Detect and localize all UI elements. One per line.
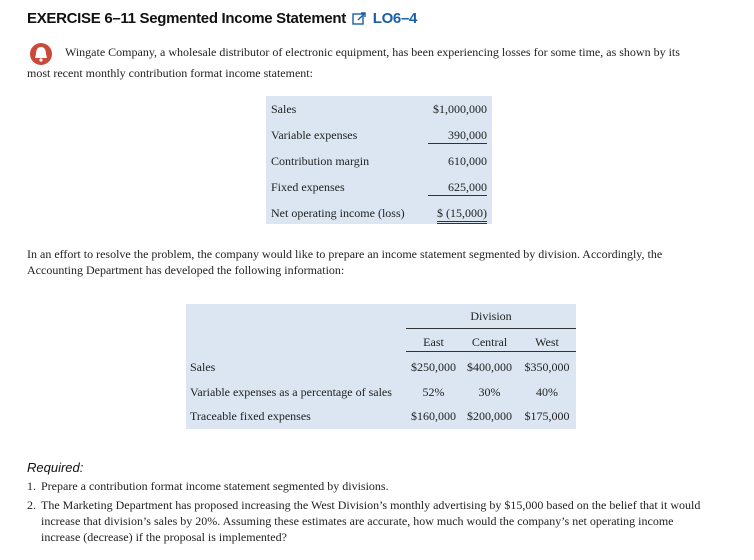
row-label: Variable expenses as a percentage of sales: [190, 385, 392, 399]
statement-amount: $1,000,000: [433, 102, 487, 116]
statement-amount: $ (15,000): [437, 206, 487, 224]
cell-east: $160,000: [411, 409, 456, 423]
cell-central: 30%: [478, 385, 501, 399]
table-row: [190, 358, 576, 376]
info-line-1: In an effort to resolve the problem, the company would like to prepare an income statement segmented by division. Accordingly, the: [27, 247, 663, 261]
row-label: Traceable fixed expenses: [190, 409, 311, 423]
learning-objective-link[interactable]: LO6–4: [372, 10, 418, 27]
item-number: 2.: [27, 498, 36, 512]
alert-icon: [27, 42, 55, 73]
division-header: Division: [406, 306, 576, 329]
statement-row: [271, 128, 487, 144]
required-item: [27, 497, 737, 545]
statement-amount: 625,000: [428, 180, 487, 196]
required-heading: Required:: [27, 460, 84, 475]
row-label: Sales: [190, 360, 216, 374]
column-header-east: East: [423, 335, 444, 349]
table-row: [190, 383, 576, 401]
required-list: [27, 478, 737, 545]
statement-row: [271, 206, 487, 222]
cell-east: 52%: [422, 385, 445, 399]
item-number: 1.: [27, 479, 36, 493]
intro-paragraph: [27, 42, 727, 84]
info-line-2: Accounting Department has developed the following information:: [27, 263, 345, 277]
cell-west: 40%: [536, 385, 558, 399]
exercise-title: [27, 10, 417, 30]
statement-row: [271, 154, 487, 170]
statement-row: [271, 102, 487, 118]
statement-label: Contribution margin: [271, 154, 370, 168]
statement-amount: 610,000: [448, 154, 487, 168]
cell-west: $350,000: [524, 360, 570, 374]
statement-amount: 390,000: [428, 128, 487, 144]
column-headers: [406, 333, 576, 352]
statement-label: Sales: [271, 102, 297, 116]
item-line: increase (decrease) if the proposal is implemented?: [41, 530, 287, 544]
statement-label: Variable expenses: [271, 128, 358, 142]
statement-label: Net operating income (loss): [271, 206, 405, 220]
statement-label: Fixed expenses: [271, 180, 345, 194]
segment-data-table: [186, 304, 576, 429]
intro-line-2: most recent monthly contribution format income statement:: [27, 66, 313, 80]
item-line: increase that division’s sales by 20%. Assuming these estimates are accurate, how much would the company’s net operating income: [41, 514, 674, 528]
cell-central: $200,000: [467, 409, 512, 423]
item-line: Prepare a contribution format income statement segmented by divisions.: [41, 479, 389, 493]
required-item: [27, 478, 737, 494]
external-link-icon[interactable]: [352, 11, 367, 30]
table-row: [190, 407, 576, 425]
exercise-title-text: EXERCISE 6–11 Segmented Income Statement: [27, 10, 346, 27]
cell-east: $250,000: [411, 360, 456, 374]
column-header-central: Central: [471, 335, 508, 349]
cell-central: $400,000: [467, 360, 512, 374]
item-line: The Marketing Department has proposed increasing the West Division’s monthly advertising by $15,000 based on the belief that it would: [41, 498, 701, 512]
intro-line-1: Wingate Company, a wholesale distributor of electronic equipment, has been experiencing losses for some time, as shown by its: [65, 45, 680, 59]
statement-row: [271, 180, 487, 196]
info-paragraph: [27, 246, 727, 278]
cell-west: $175,000: [524, 409, 570, 423]
income-statement-table: [266, 96, 492, 224]
column-header-west: West: [535, 335, 559, 349]
